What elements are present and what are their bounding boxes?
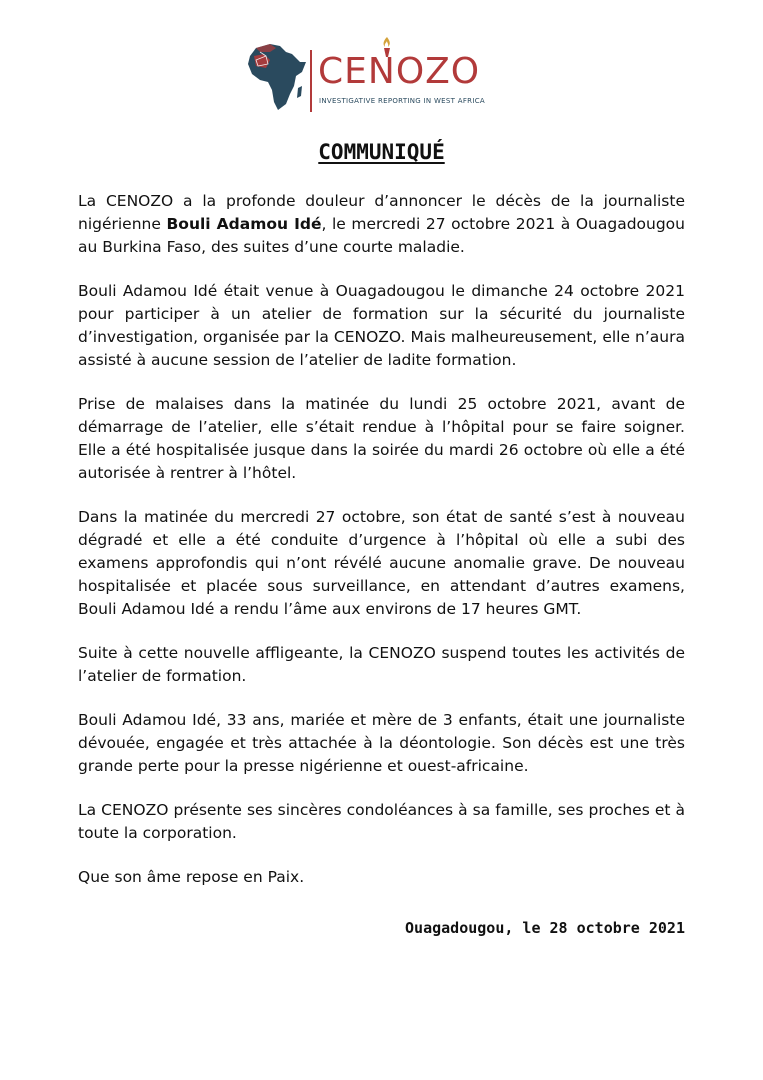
brand-name: CENOZO <box>318 51 481 92</box>
communique-body <box>78 190 685 910</box>
paragraph-1: La CENOZO a la profonde douleur d’annoncer le décès de la journaliste nigérienne Bouli Adamou Idé, le mercredi 27 octobre 2021 à Ouagadougou au Burkina Faso, des suites d’une courte maladie. <box>78 192 685 256</box>
paragraph-4: Dans la matinée du mercredi 27 octobre, son état de santé s’est à nouveau dégradé et elle a été conduite d’urgence à l’hôpital où elle a subi des examens approfondis qui n’ont révélé aucune anomalie grave. De nouveau hospitalisée et placée sous surveillance, en attendant d’autres examens, Bouli Adamou Idé a rendu l’âme aux environs de 17 heures GMT. <box>78 508 685 618</box>
africa-map-icon <box>246 42 308 112</box>
document-title: COMMUNIQUÉ <box>318 140 445 164</box>
cenozo-logo <box>246 36 486 112</box>
logo-divider <box>310 50 312 112</box>
paragraph-5: Suite à cette nouvelle affligeante, la CENOZO suspend toutes les activités de l’atelier de formation. <box>78 644 685 685</box>
journalist-name: Bouli Adamou Idé <box>166 215 322 233</box>
paragraph-2: Bouli Adamou Idé était venue à Ouagadougou le dimanche 24 octobre 2021 pour participer à un atelier de formation sur la sécurité du journaliste d’investigation, organisée par la CENOZO. Mais malheureusement, elle n’aura assisté à aucune session de l’atelier de ladite formation. <box>78 282 685 369</box>
paragraph-8: Que son âme repose en Paix. <box>78 868 305 886</box>
paragraph-7: La CENOZO présente ses sincères condoléances à sa famille, ses proches et à toute la corporation. <box>78 801 685 842</box>
paragraph-3: Prise de malaises dans la matinée du lundi 25 octobre 2021, avant de démarrage de l’atelier, elle s’était rendue à l’hôpital pour se faire soigner. Elle a été hospitalisée jusque dans la soirée du mardi 26 octobre où elle a été autorisée à rentrer à l’hôtel. <box>78 395 685 482</box>
place-date-signature: Ouagadougou, le 28 octobre 2021 <box>405 919 685 937</box>
paragraph-6: Bouli Adamou Idé, 33 ans, mariée et mère de 3 enfants, était une journaliste dévouée, engagée et très attachée à la déontologie. Son décès est une très grande perte pour la presse nigérienne et ouest-africaine. <box>78 711 685 775</box>
brand-tagline: INVESTIGATIVE REPORTING IN WEST AFRICA <box>319 97 485 105</box>
